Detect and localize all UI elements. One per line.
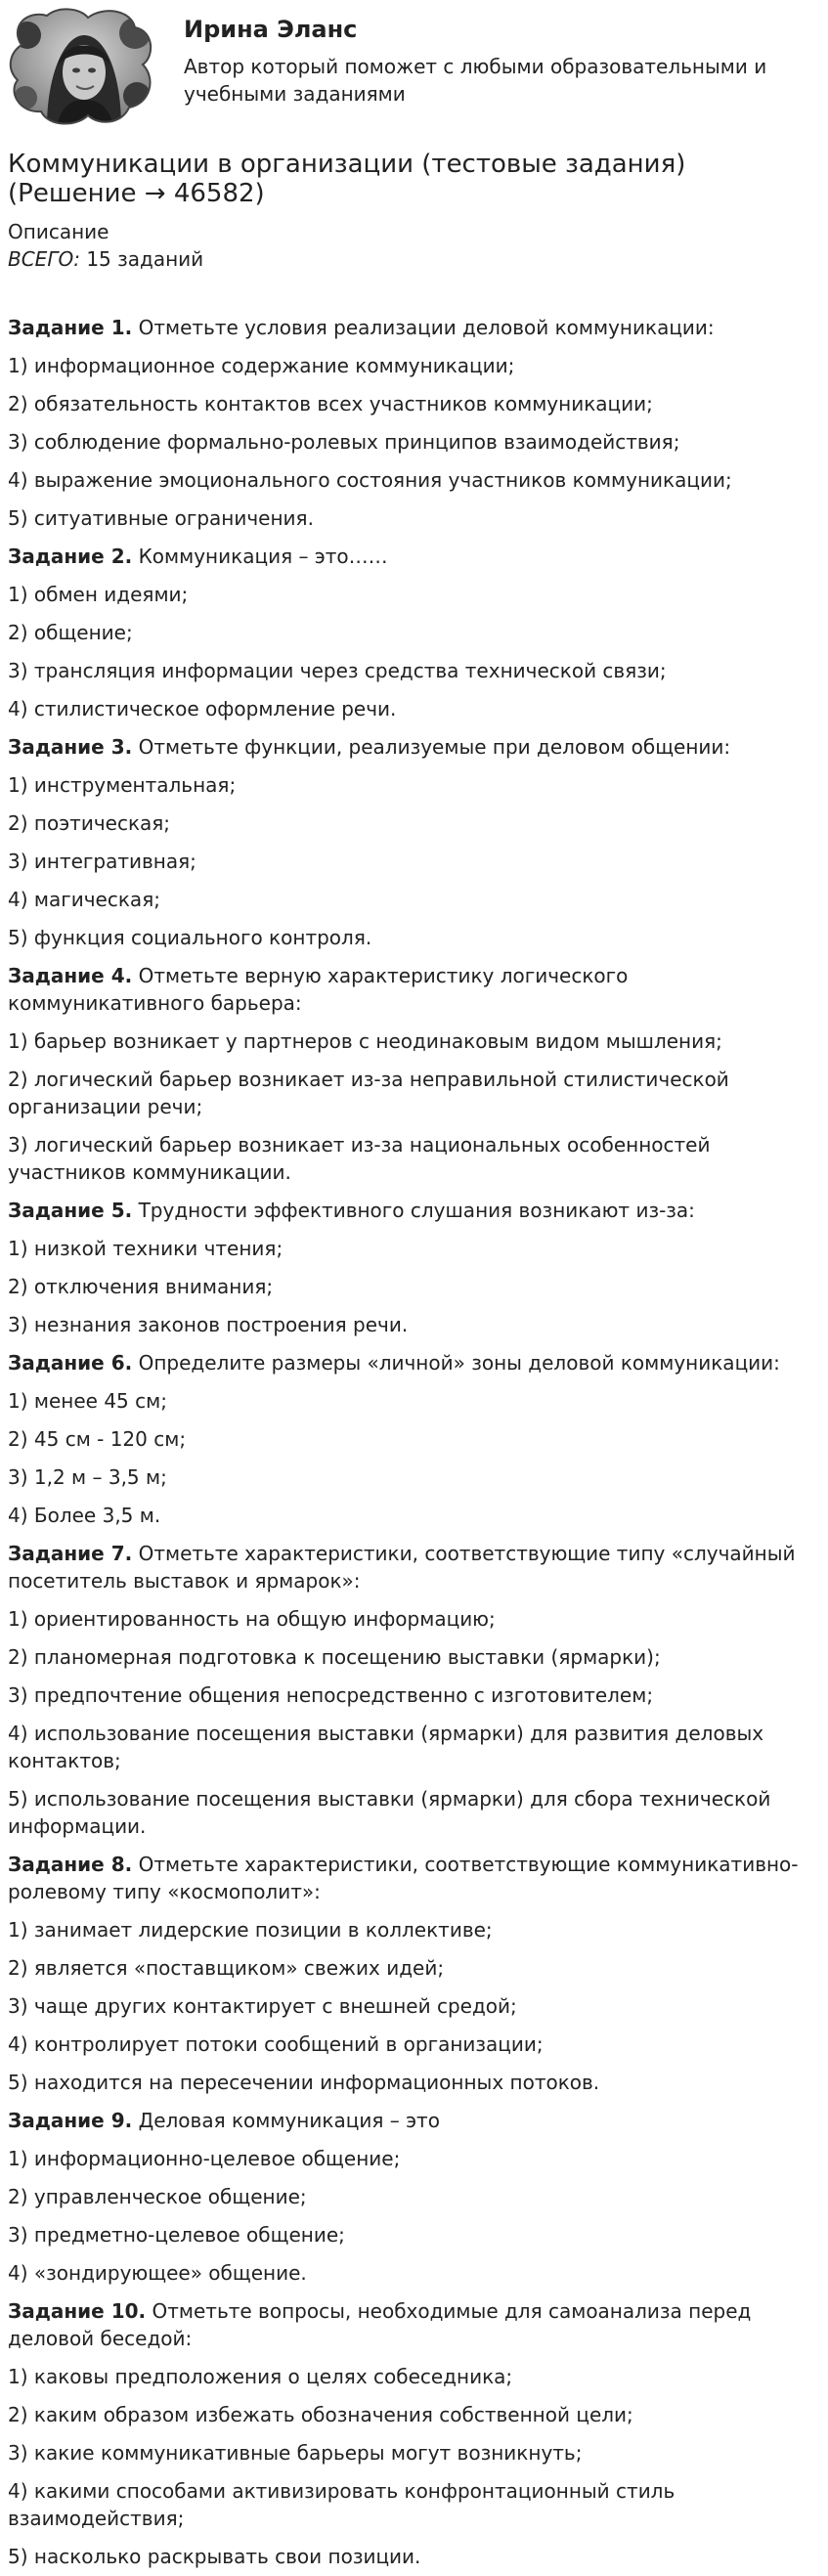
task-6: [8, 1349, 820, 1529]
task-option: 2) логический барьер возникает из-за неправильной стилистической организации речи;: [8, 1068, 729, 1118]
page-title: Коммуникации в организации (тестовые задания) (Решение → 46582): [8, 150, 686, 208]
task-option: 2) общение;: [8, 621, 133, 644]
author-description: Автор который поможет с любыми образовательными и учебными заданиями: [184, 55, 767, 106]
task-option: 1) занимает лидерские позиции в коллективе;: [8, 1918, 493, 1942]
task-option: 3) трансляция информации через средства технической связи;: [8, 659, 667, 682]
task-1: [8, 314, 820, 532]
task-option: 3) 1,2 м – 3,5 м;: [8, 1465, 167, 1489]
task-8: [8, 1851, 820, 2096]
task-question: [8, 543, 820, 570]
task-label: Задание 10.: [8, 2299, 147, 2323]
task-option: 3) чаще других контактирует с внешней средой;: [8, 1994, 517, 2018]
task-question-text: Отметьте характеристики, соответствующие коммуникативно-ролевому типу «космополит»:: [8, 1853, 799, 1903]
author-info: [184, 6, 790, 108]
task-label: Задание 8.: [8, 1853, 133, 1876]
task-option: 1) менее 45 см;: [8, 1389, 167, 1413]
task-question: [8, 2107, 820, 2134]
task-option: 4) какими способами активизировать конфронтационный стиль взаимодействия;: [8, 2479, 675, 2530]
task-5: [8, 1197, 820, 1338]
task-option: 3) какие коммуникативные барьеры могут возникнуть;: [8, 2441, 583, 2465]
avatar[interactable]: [8, 6, 156, 127]
avatar-image: [8, 6, 156, 127]
task-option: 1) каковы предположения о целях собеседника;: [8, 2365, 513, 2388]
task-label: Задание 9.: [8, 2109, 133, 2132]
task-option: 5) использование посещения выставки (ярмарки) для сбора технической информации.: [8, 1787, 771, 1838]
task-option: 4) выражение эмоционального состояния участников коммуникации;: [8, 468, 732, 492]
task-option: 4) использование посещения выставки (ярмарки) для развития деловых контактов;: [8, 1722, 764, 1772]
task-option: 2) управленческое общение;: [8, 2185, 307, 2208]
task-option: 4) стилистическое оформление речи.: [8, 697, 397, 720]
task-question-text: Отметьте характеристики, соответствующие типу «случайный посетитель выставок и ярмарок»:: [8, 1542, 796, 1593]
task-option: 5) находится на пересечении информационных потоков.: [8, 2071, 600, 2094]
task-question: [8, 1349, 820, 1376]
task-option: 4) магическая;: [8, 888, 160, 911]
description-label: Описание: [8, 220, 109, 243]
task-option: 3) соблюдение формально-ролевых принципов взаимодействия;: [8, 430, 680, 454]
task-option: 3) предпочтение общения непосредственно с изготовителем;: [8, 1683, 654, 1707]
task-option: 1) информационно-целевое общение;: [8, 2147, 401, 2170]
task-option: 4) «зондирующее» общение.: [8, 2261, 307, 2285]
task-option: 5) функция социального контроля.: [8, 926, 372, 949]
task-option: 2) поэтическая;: [8, 811, 171, 835]
task-option: 1) обмен идеями;: [8, 583, 189, 606]
task-question-text: Коммуникация – это……: [138, 545, 388, 568]
task-question-text: Определите размеры «личной» зоны деловой коммуникации:: [138, 1351, 780, 1375]
task-option: 3) предметно-целевое общение;: [8, 2223, 345, 2247]
task-2: [8, 543, 820, 722]
task-option: 1) низкой техники чтения;: [8, 1237, 283, 1260]
task-question-text: Трудности эффективного слушания возникают из-за:: [138, 1199, 695, 1222]
task-option: 4) Более 3,5 м.: [8, 1504, 161, 1527]
total-count: [8, 245, 820, 273]
task-label: Задание 7.: [8, 1542, 133, 1565]
task-list: [8, 314, 820, 2570]
task-option: 2) планомерная подготовка к посещению выставки (ярмарки);: [8, 1645, 661, 1669]
task-question-text: Отметьте верную характеристику логического коммуникативного барьера:: [8, 964, 629, 1015]
task-option: 2) отключения внимания;: [8, 1275, 274, 1298]
task-option: 2) является «поставщиком» свежих идей;: [8, 1956, 445, 1980]
task-question: [8, 2297, 820, 2352]
task-option: 1) ориентированность на общую информацию;: [8, 1607, 496, 1631]
task-question: [8, 962, 820, 1017]
task-10: [8, 2297, 820, 2570]
task-9: [8, 2107, 820, 2287]
task-question: [8, 314, 820, 341]
task-option: 1) барьер возникает у партнеров с неодинаковым видом мышления;: [8, 1029, 722, 1053]
task-option: 1) информационное содержание коммуникации;: [8, 354, 515, 377]
task-option: 3) незнания законов построения речи.: [8, 1313, 409, 1336]
task-4: [8, 962, 820, 1186]
author-block: [8, 0, 820, 133]
task-question-text: Деловая коммуникация – это: [138, 2109, 440, 2132]
task-question: [8, 1197, 820, 1224]
task-option: 5) насколько раскрывать свои позиции.: [8, 2545, 421, 2568]
task-question: [8, 1540, 820, 1594]
total-value: 15 заданий: [86, 247, 204, 271]
task-label: Задание 3.: [8, 735, 133, 759]
task-option: 2) 45 см - 120 см;: [8, 1427, 187, 1451]
task-question: [8, 733, 820, 761]
task-label: Задание 5.: [8, 1199, 133, 1222]
task-label: Задание 1.: [8, 316, 133, 339]
task-label: Задание 2.: [8, 545, 133, 568]
task-option: 1) инструментальная;: [8, 773, 237, 797]
task-7: [8, 1540, 820, 1840]
task-label: Задание 4.: [8, 964, 133, 987]
author-name[interactable]: Ирина Эланс: [184, 16, 358, 43]
task-option: 2) каким образом избежать обозначения собственной цели;: [8, 2403, 633, 2426]
task-question: [8, 1851, 820, 1905]
task-option: 3) интегративная;: [8, 850, 196, 873]
task-question-text: Отметьте функции, реализуемые при деловом общении:: [138, 735, 731, 759]
task-3: [8, 733, 820, 951]
task-question-text: Отметьте вопросы, необходимые для самоанализа перед деловой беседой:: [8, 2299, 752, 2350]
task-option: 5) ситуативные ограничения.: [8, 506, 314, 530]
task-option: 3) логический барьер возникает из-за национальных особенностей участников коммуникации.: [8, 1133, 711, 1184]
task-option: 2) обязательность контактов всех участников коммуникации;: [8, 392, 653, 415]
total-label: ВСЕГО:: [8, 247, 80, 271]
task-option: 4) контролирует потоки сообщений в организации;: [8, 2032, 544, 2056]
task-question-text: Отметьте условия реализации деловой коммуникации:: [138, 316, 715, 339]
task-label: Задание 6.: [8, 1351, 133, 1375]
